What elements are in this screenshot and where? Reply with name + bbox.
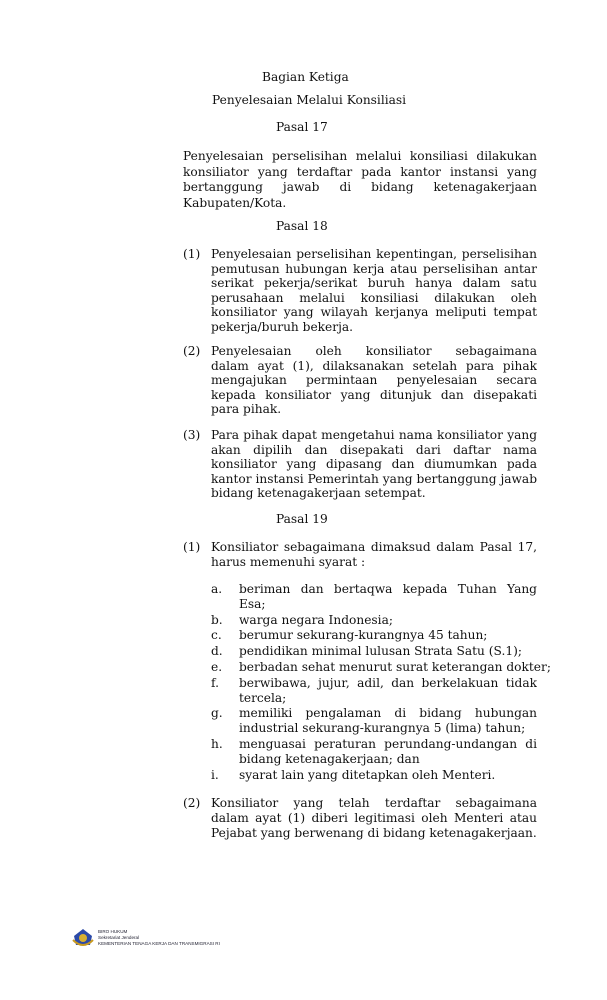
text-line: Penyelesaian perselisihan melalui konsiliasi dilakukan	[183, 149, 537, 163]
numbered-item	[183, 768, 537, 783]
item-number: (2)	[183, 344, 201, 358]
text-line: berumur sekurang-kurangnya 45 tahun;	[239, 628, 488, 642]
paragraph-text	[239, 628, 537, 643]
text-line: konsiliator yang dipasang dan diumumkan pada	[211, 457, 537, 471]
text-line: pekerja/buruh bekerja.	[211, 319, 353, 334]
text-line: Penyelesaian perselisihan kepentingan, perselisihan	[211, 247, 537, 261]
text-line: konsiliator yang wilayah kerjanya meliputi tempat	[211, 305, 537, 319]
ministry-logo-icon	[72, 928, 94, 948]
section-subtitle: Penyelesaian Melalui Konsiliasi	[212, 93, 407, 107]
text-line: serikat pekerja/serikat buruh hanya dalam satu	[211, 276, 537, 290]
text-line: Konsiliator sebagaimana dimaksud dalam Pasal 17,	[211, 540, 537, 554]
numbered-item	[183, 737, 537, 767]
paragraph-text	[239, 644, 537, 659]
numbered-item	[183, 676, 537, 706]
item-number: h.	[211, 737, 223, 751]
text-line: tercela;	[239, 691, 287, 705]
text-line: Pejabat yang berwenang di bidang ketenagakerjaan.	[211, 826, 537, 840]
text-line: menguasai peraturan perundang-undangan di	[239, 737, 537, 751]
paragraph-text	[239, 582, 537, 612]
item-number: (1)	[183, 540, 201, 554]
footer-line-3: KEMENTERIAN TENAGA KERJA DAN TRANSMIGRASI RI	[98, 941, 220, 946]
text-line: Kabupaten/Kota.	[183, 195, 287, 210]
text-line: warga negara Indonesia;	[239, 613, 393, 627]
text-line: memiliki pengalaman di bidang hubungan	[239, 706, 537, 720]
text-line: harus memenuhi syarat :	[211, 555, 366, 569]
paragraph-text	[211, 540, 537, 570]
item-number: f.	[211, 676, 219, 690]
numbered-item	[183, 706, 537, 736]
item-number: e.	[211, 660, 223, 674]
pasal-19-items	[183, 0, 551, 1000]
text-line: akan dipilih dan disepakati dari daftar nama	[211, 442, 537, 457]
item-number: g.	[211, 706, 223, 720]
text-line: pemutusan hubungan kerja atau perselisihan antar	[211, 261, 537, 276]
text-line: Esa;	[239, 597, 266, 611]
paragraph-text	[239, 613, 537, 628]
numbered-item	[183, 796, 537, 841]
numbered-item	[183, 582, 537, 612]
text-line: bertanggung jawab di bidang ketenagakerjaan	[183, 180, 537, 195]
paragraph-text	[211, 796, 537, 841]
item-number: a.	[211, 582, 223, 596]
item-number: (3)	[183, 428, 201, 442]
text-line: syarat lain yang ditetapkan oleh Menteri.	[239, 768, 496, 782]
item-number: b.	[211, 613, 223, 627]
text-line: konsiliator yang terdaftar pada kantor instansi yang	[183, 164, 537, 179]
text-line: para pihak.	[211, 402, 282, 416]
text-line: berbadan sehat menurut surat keterangan dokter;	[239, 660, 551, 674]
paragraph-text	[239, 660, 551, 675]
pasal-17-title: Pasal 17	[276, 120, 328, 134]
text-line: berwibawa, jujur, adil, dan berkelakuan tidak	[239, 676, 537, 690]
text-line: kantor instansi Pemerintah yang bertanggung jawab	[211, 471, 537, 486]
numbered-item	[183, 613, 537, 628]
text-line: beriman dan bertaqwa kepada Tuhan Yang	[239, 582, 537, 596]
text-line: Penyelesaian oleh konsiliator sebagaimana	[211, 344, 537, 358]
footer-line-1: BIRO HUKUM	[98, 929, 128, 934]
paragraph-text	[239, 676, 537, 706]
text-line: bidang ketenagakerjaan; dan	[239, 752, 420, 766]
paragraph-text	[239, 737, 537, 767]
numbered-item	[183, 628, 537, 643]
numbered-item	[183, 540, 537, 570]
item-number: d.	[211, 644, 223, 658]
paragraph-text	[239, 706, 537, 736]
pasal-18-title: Pasal 18	[276, 219, 328, 233]
text-line: dalam ayat (1) diberi legitimasi oleh Menteri atau	[211, 811, 537, 825]
text-line: Para pihak dapat mengetahui nama konsiliator yang	[211, 428, 537, 442]
text-line: mengajukan permintaan penyelesaian secara	[211, 373, 537, 387]
numbered-item	[183, 660, 551, 675]
item-number: (2)	[183, 796, 201, 810]
item-number: (1)	[183, 247, 201, 261]
pasal-19-title: Pasal 19	[276, 512, 328, 526]
text-line: dalam ayat (1), dilaksanakan setelah para pihak	[211, 358, 537, 373]
text-line: Konsiliator yang telah terdaftar sebagaimana	[211, 796, 537, 810]
numbered-item	[183, 644, 537, 659]
section-title: Bagian Ketiga	[262, 70, 349, 84]
text-line: pendidikan minimal lulusan Strata Satu (S.1);	[239, 644, 522, 658]
text-line: industrial sekurang-kurangnya 5 (lima) tahun;	[239, 721, 526, 735]
footer-logo-block	[72, 928, 220, 948]
text-line: kepada konsiliator yang ditunjuk dan disepakati	[211, 387, 537, 402]
paragraph-text	[239, 768, 537, 783]
item-number: c.	[211, 628, 222, 642]
footer-line-2: Sekretariat Jenderal	[98, 935, 140, 940]
text-line: perusahaan melalui konsiliasi dilakukan oleh	[211, 290, 537, 305]
text-line: bidang ketenagakerjaan setempat.	[211, 486, 426, 500]
item-number: i.	[211, 768, 219, 782]
